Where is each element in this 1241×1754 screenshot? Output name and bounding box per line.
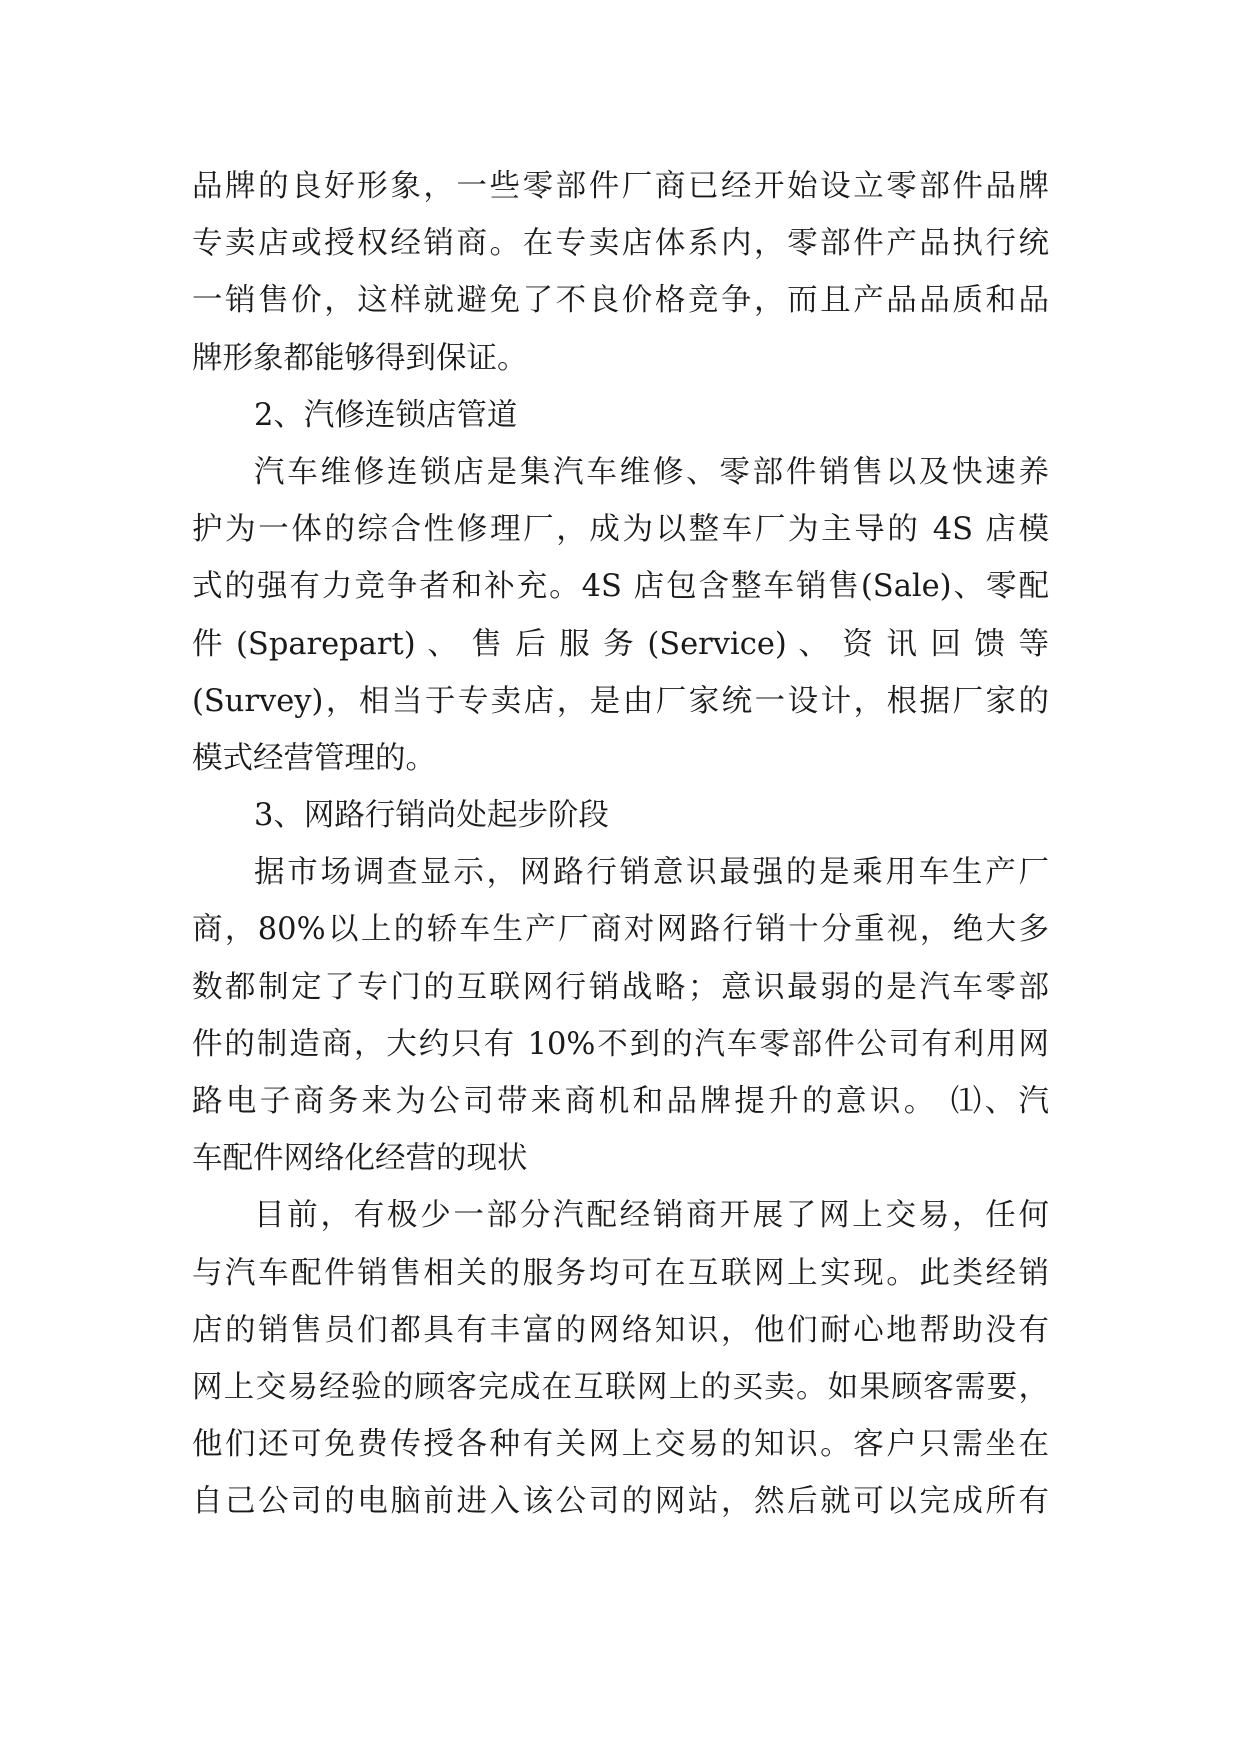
text-line: 车配件网络化经营的现状 — [192, 1141, 528, 1177]
body-text — [192, 158, 1049, 1531]
text-line: 式的强有力竞争者和补充。4S 店包含整车销售(Sale)、零配 — [192, 569, 1049, 605]
text-line: 3、网路行销尚处起步阶段 — [254, 798, 609, 834]
text-line: (Survey)，相当于专卖店，是由厂家统一设计，根据厂家的 — [192, 683, 1049, 719]
text-line: 自己公司的电脑前进入该公司的网站，然后就可以完成所有 — [192, 1484, 1049, 1520]
text-line: 汽车维修连锁店是集汽车维修、零部件销售以及快速养 — [254, 454, 1049, 490]
text-line: 2、汽修连锁店管道 — [254, 397, 518, 433]
text-line: 件 (Sparepart) 、 售 后 服 务 (Service) 、 资 讯 回 馈 等 — [192, 626, 1049, 662]
text-line: 店的销售员们都具有丰富的网络知识，他们耐心地帮助没有 — [192, 1312, 1049, 1348]
text-line: 网上交易经验的顾客完成在互联网上的买卖。如果顾客需要， — [192, 1369, 1049, 1405]
text-line: 目前，有极少一部分汽配经销商开展了网上交易，任何 — [254, 1198, 1049, 1234]
text-line: 他们还可免费传授各种有关网上交易的知识。客户只需坐在 — [192, 1427, 1049, 1463]
text-line: 路电子商务来为公司带来商机和品牌提升的意识。 ⑴、汽 — [192, 1084, 1049, 1119]
text-line: 模式经营管理的。 — [192, 740, 436, 776]
text-line: 牌形象都能够得到保证。 — [192, 340, 528, 376]
text-line: 据市场调查显示，网路行销意识最强的是乘用车生产厂 — [254, 855, 1049, 891]
text-line: 商，80%以上的轿车生产厂商对网路行销十分重视，绝大多 — [192, 912, 1049, 948]
text-line: 护为一体的综合性修理厂，成为以整车厂为主导的 4S 店模 — [192, 512, 1049, 548]
text-line: 专卖店或授权经销商。在专卖店体系内，零部件产品执行统 — [192, 226, 1049, 262]
text-line: 件的制造商，大约只有 10%不到的汽车零部件公司有利用网 — [192, 1026, 1049, 1062]
text-line: 数都制定了专门的互联网行销战略；意识最弱的是汽车零部 — [192, 969, 1049, 1005]
text-line: 一销售价，这样就避免了不良价格竞争，而且产品品质和品 — [192, 283, 1049, 319]
text-line: 与汽车配件销售相关的服务均可在互联网上实现。此类经销 — [192, 1255, 1049, 1291]
text-line: 品牌的良好形象，一些零部件厂商已经开始设立零部件品牌 — [192, 169, 1049, 204]
